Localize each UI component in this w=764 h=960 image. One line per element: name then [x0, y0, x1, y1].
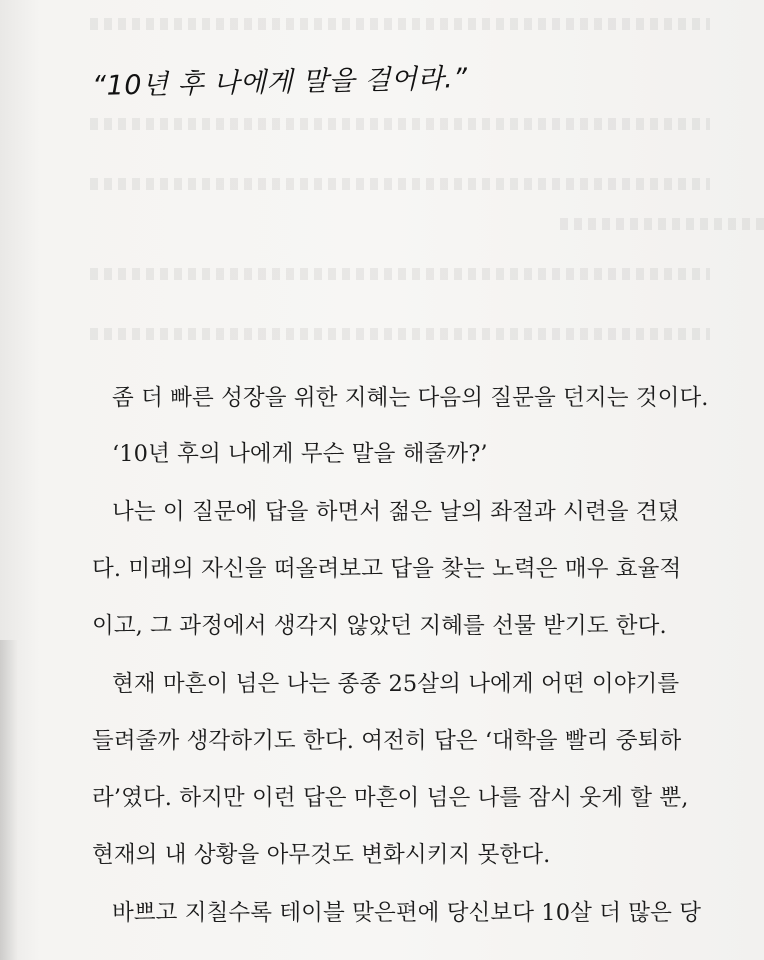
text-line: 이고, 그 과정에서 생각지 않았던 지혜를 선물 받기도 한다. [92, 613, 667, 639]
page-curl-shadow [0, 640, 18, 960]
bleed-through-text [90, 118, 710, 130]
text-line: 좀 더 빠른 성장을 위한 지혜는 다음의 질문을 던지는 것이다. [112, 385, 709, 411]
text-line: 다. 미래의 자신을 떠올려보고 답을 찾는 노력은 매우 효율적 [92, 556, 682, 582]
text-line: 들려줄까 생각하기도 한다. 여전히 답은 ‘대학을 빨리 중퇴하 [92, 728, 682, 754]
text-line: 현재의 내 상황을 아무것도 변화시키지 못한다. [92, 842, 551, 868]
bleed-through-text [560, 218, 764, 230]
text-line: 라’였다. 하지만 이런 답은 마흔이 넘은 나를 잠시 웃게 할 뿐, [92, 785, 689, 811]
text-line: 나는 이 질문에 답을 하면서 젊은 날의 좌절과 시련을 견뎠 [112, 499, 680, 525]
text-line: 현재 마흔이 넘은 나는 종종 25살의 나에게 어떤 이야기를 [112, 671, 680, 697]
bleed-through-text [90, 328, 710, 340]
bleed-through-text [90, 268, 710, 280]
handwritten-heading: “10년 후 나에게 말을 걸어라.” [91, 63, 468, 102]
bleed-through-text [90, 18, 710, 30]
text-line: 바쁘고 지칠수록 테이블 맞은편에 당신보다 10살 더 많은 당 [112, 900, 702, 926]
text-line: ‘10년 후의 나에게 무슨 말을 해줄까?’ [112, 441, 488, 467]
bleed-through-text [90, 178, 710, 190]
